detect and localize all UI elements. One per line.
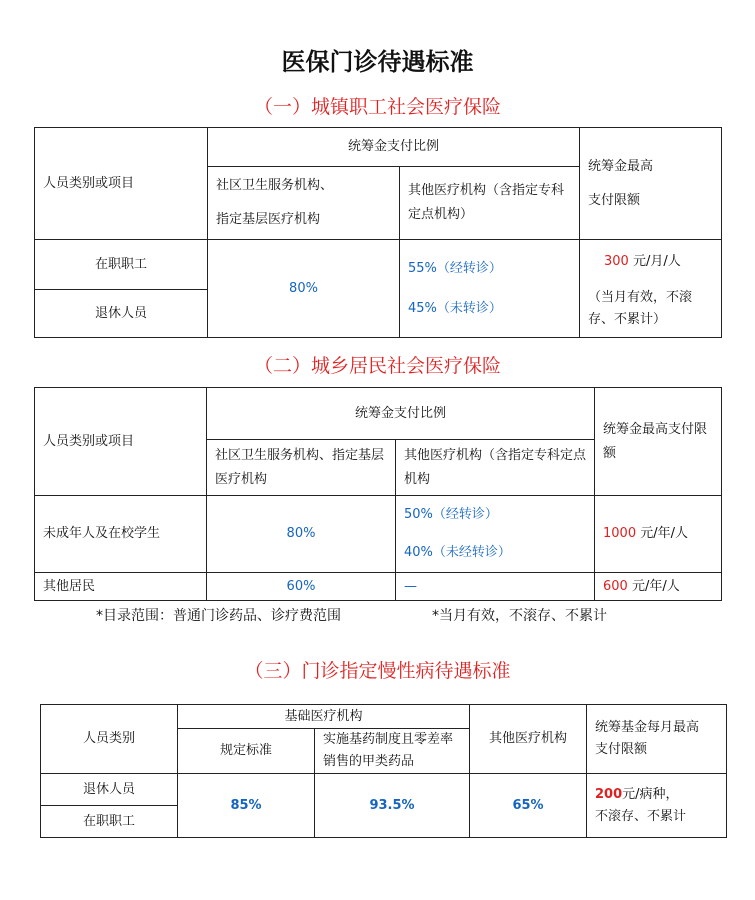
header-standard: 规定标准 bbox=[178, 729, 315, 774]
note-monthly: *当月有效，不滚存、不累计 bbox=[432, 608, 607, 624]
header-essential bbox=[315, 729, 470, 774]
section1-heading: （一）城镇职工社会医疗保险 bbox=[253, 96, 501, 118]
limit-amount: 200 bbox=[595, 786, 623, 802]
header-other: 其他医疗机构（含指定专科定点机构） bbox=[400, 167, 580, 240]
row-label: 退休人员 bbox=[35, 290, 208, 338]
essential-ratio: 93.5% bbox=[315, 774, 470, 838]
limit-unit: 元/月/人 bbox=[632, 253, 681, 269]
limit-amount: 600 bbox=[603, 578, 628, 594]
note-scope: *目录范围：普通门诊药品、诊疗费范围 bbox=[96, 608, 341, 624]
header-community: 社区卫生服务机构、指定基层医疗机构 bbox=[207, 440, 396, 496]
other-ratio: 65% bbox=[470, 774, 587, 838]
header-limit-line1: 统筹金最高 bbox=[588, 158, 654, 174]
header-basic: 基础医疗机构 bbox=[178, 705, 470, 729]
header-limit bbox=[580, 128, 722, 240]
header-limit-line2: 支付限额 bbox=[588, 192, 641, 208]
header-essential-line1: 实施基药制度且零差率 bbox=[323, 732, 454, 747]
limit-cell bbox=[595, 573, 722, 601]
header-other: 其他医疗机构 bbox=[470, 705, 587, 774]
header-person: 人员类别或项目 bbox=[35, 388, 207, 496]
header-person: 人员类别或项目 bbox=[35, 128, 208, 240]
header-person: 人员类别 bbox=[41, 705, 178, 774]
header-other: 其他医疗机构（含指定专科定点机构 bbox=[396, 440, 595, 496]
community-ratio: 60% bbox=[207, 573, 396, 601]
standard-ratio: 85% bbox=[178, 774, 315, 838]
header-limit-line1: 统筹基金每月最高 bbox=[595, 720, 700, 735]
header-limit-line2: 支付限额 bbox=[595, 742, 648, 757]
limit-amount: 1000 bbox=[603, 526, 637, 541]
other-ratio: — bbox=[396, 573, 595, 601]
row-label: 退休人员 bbox=[41, 774, 178, 806]
section2-heading: （二）城乡居民社会医疗保险 bbox=[253, 355, 501, 377]
other-ratio-no-referral: 45%（未转诊） bbox=[408, 300, 502, 316]
header-community-line1: 社区卫生服务机构、 bbox=[216, 178, 334, 193]
header-community bbox=[208, 167, 400, 240]
limit-unit: 元/年/人 bbox=[640, 526, 689, 541]
other-ratio-referral: 55%（经转诊） bbox=[408, 260, 502, 276]
header-ratio: 统筹金支付比例 bbox=[208, 128, 580, 167]
other-ratio bbox=[396, 496, 595, 573]
limit-cell bbox=[595, 496, 722, 573]
other-ratio-referral: 50%（经转诊） bbox=[404, 507, 498, 522]
community-ratio: 80% bbox=[207, 496, 396, 573]
row-label: 未成年人及在校学生 bbox=[35, 496, 207, 573]
limit-note: 不滚存、不累计 bbox=[595, 808, 687, 824]
row-label: 其他居民 bbox=[35, 573, 207, 601]
limit-cell bbox=[587, 774, 727, 838]
limit-cell bbox=[580, 240, 722, 338]
row-label: 在职职工 bbox=[41, 806, 178, 838]
row-label: 在职职工 bbox=[35, 240, 208, 290]
limit-unit: 元/病种， bbox=[622, 786, 679, 802]
community-ratio: 80% bbox=[208, 240, 400, 338]
header-community-line2: 指定基层医疗机构 bbox=[216, 212, 321, 227]
other-ratio-no-referral: 40%（未经转诊） bbox=[404, 545, 511, 560]
header-ratio: 统筹金支付比例 bbox=[207, 388, 595, 440]
header-limit bbox=[587, 705, 727, 774]
table-chronic-disease bbox=[40, 704, 727, 838]
other-ratio bbox=[400, 240, 580, 338]
table-resident-insurance bbox=[34, 387, 722, 601]
header-limit: 统筹金最高支付限额 bbox=[595, 388, 722, 496]
limit-note: （当月有效，不滚存、不累计） bbox=[588, 289, 693, 327]
table-employee-insurance bbox=[34, 127, 722, 338]
limit-unit: 元/年/人 bbox=[631, 578, 680, 594]
page-title: 医保门诊待遇标准 bbox=[281, 48, 474, 76]
header-essential-line2: 销售的甲类药品 bbox=[323, 754, 415, 769]
section3-heading: （三）门诊指定慢性病待遇标准 bbox=[244, 660, 511, 682]
limit-amount: 300 bbox=[604, 253, 629, 269]
